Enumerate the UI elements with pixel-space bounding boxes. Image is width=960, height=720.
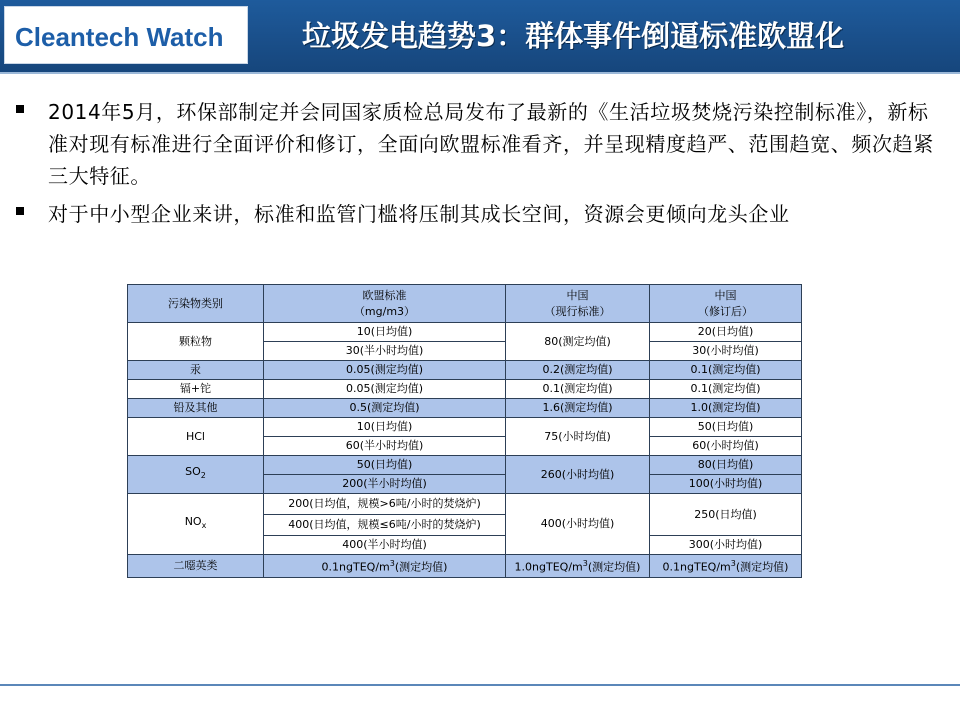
bullet-list xyxy=(10,96,940,236)
china-current-value: 1.6(测定均值) xyxy=(506,399,650,418)
table-row xyxy=(128,323,802,342)
eu-value: 30(半小时均值) xyxy=(264,342,506,361)
slide-title: 垃圾发电趋势3：群体事件倒逼标准欧盟化 xyxy=(302,19,845,53)
brand-logo-box xyxy=(4,6,248,64)
pollutant-hcl: HCl xyxy=(128,418,264,456)
title-bar xyxy=(0,0,960,72)
header-eu-standard: 欧盟标准 （mg/m3） xyxy=(264,285,506,323)
table-row xyxy=(128,494,802,515)
header-china-current: 中国 （现行标准） xyxy=(506,285,650,323)
bullet-item xyxy=(10,198,940,230)
pollutant-particulates: 颗粒物 xyxy=(128,323,264,361)
bullet-text: 对于中小型企业来讲，标准和监管门槛将压制其成长空间，资源会更倾向龙头企业 xyxy=(48,202,790,226)
pollutant-lead: 铅及其他 xyxy=(128,399,264,418)
bullet-text: 2014年5月，环保部制定并会同国家质检总局发布了最新的《生活垃圾焚烧污染控制标准》，新标准对现有标准进行全面评价和修订，全面向欧盟标准看齐，并呈现精度趋严、范围趋宽、频次趋紧三大特征。 xyxy=(48,100,934,188)
eu-value: 200(半小时均值) xyxy=(264,475,506,494)
eu-value: 400(半小时均值) xyxy=(264,536,506,555)
eu-value: 0.5(测定均值) xyxy=(264,399,506,418)
emission-standards-table-wrap xyxy=(127,284,802,578)
eu-value: 50(日均值) xyxy=(264,456,506,475)
table-row xyxy=(128,399,802,418)
pollutant-mercury: 汞 xyxy=(128,361,264,380)
eu-value: $0.1ngTEQ/m^3$(测定均值) xyxy=(264,555,506,578)
table-row xyxy=(128,418,802,437)
eu-value: 0.05(测定均值) xyxy=(264,361,506,380)
header-china-revised: 中国 （修订后） xyxy=(650,285,802,323)
brand-logo: Cleantech Watch xyxy=(15,22,224,52)
table-row xyxy=(128,380,802,399)
table-row xyxy=(128,361,802,380)
china-current-value: $1.0ngTEQ/m^3$(测定均值) xyxy=(506,555,650,578)
china-current-value: 0.1(测定均值) xyxy=(506,380,650,399)
china-revised-value: 50(日均值) xyxy=(650,418,802,437)
eu-value: 400(日均值，规模≤6吨/小时的焚烧炉) xyxy=(264,515,506,536)
pollutant-dioxins: 二噁英类 xyxy=(128,555,264,578)
eu-value: 10(日均值) xyxy=(264,418,506,437)
eu-value: 0.05(测定均值) xyxy=(264,380,506,399)
footer-divider xyxy=(0,684,960,686)
eu-value: 200(日均值，规模>6吨/小时的焚烧炉) xyxy=(264,494,506,515)
pollutant-cadmium-thallium: 镉+铊 xyxy=(128,380,264,399)
table-header-row xyxy=(128,285,802,323)
china-revised-value: 80(日均值) xyxy=(650,456,802,475)
bullet-item xyxy=(10,96,940,192)
china-current-value: 80(测定均值) xyxy=(506,323,650,361)
table-row xyxy=(128,555,802,578)
china-revised-value: 20(日均值) xyxy=(650,323,802,342)
table-row xyxy=(128,456,802,475)
pollutant-nox: $NO_x$ xyxy=(128,494,264,555)
china-revised-value: 0.1(测定均值) xyxy=(650,380,802,399)
header-pollutant: 污染物类别 xyxy=(128,285,264,323)
china-revised-value: 1.0(测定均值) xyxy=(650,399,802,418)
eu-value: 60(半小时均值) xyxy=(264,437,506,456)
china-current-value: 400(小时均值) xyxy=(506,494,650,555)
china-revised-value: 100(小时均值) xyxy=(650,475,802,494)
china-current-value: 0.2(测定均值) xyxy=(506,361,650,380)
china-current-value: 260(小时均值) xyxy=(506,456,650,494)
header-divider xyxy=(0,72,960,74)
eu-value: 10(日均值) xyxy=(264,323,506,342)
emission-standards-table xyxy=(127,284,802,578)
china-revised-value: 300(小时均值) xyxy=(650,536,802,555)
china-revised-value: 60(小时均值) xyxy=(650,437,802,456)
square-bullet-icon xyxy=(16,207,24,215)
china-revised-value: $0.1ngTEQ/m^3$(测定均值) xyxy=(650,555,802,578)
china-revised-value: 0.1(测定均值) xyxy=(650,361,802,380)
china-revised-value: 250(日均值) xyxy=(650,494,802,536)
china-revised-value: 30(小时均值) xyxy=(650,342,802,361)
pollutant-so2: $SO_2$ xyxy=(128,456,264,494)
china-current-value: 75(小时均值) xyxy=(506,418,650,456)
square-bullet-icon xyxy=(16,105,24,113)
